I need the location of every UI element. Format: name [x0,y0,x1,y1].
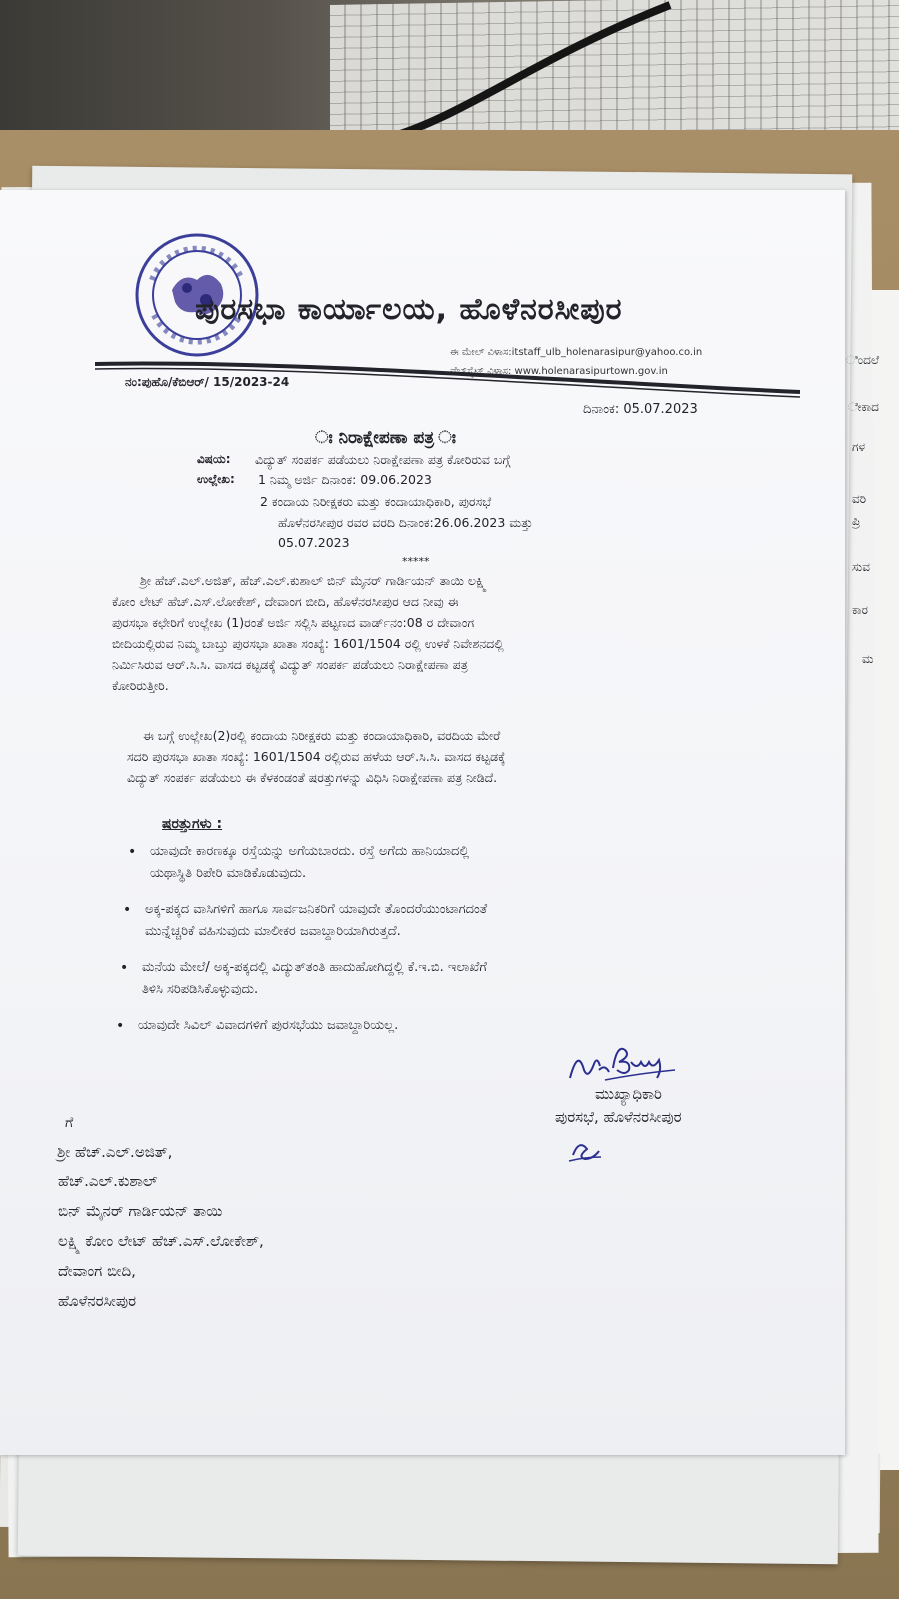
condition-3-cont: ತಿಳಿಸಿ ಸರಿಪಡಿಸಿಕೊಳ್ಳುವುದು. [142,982,259,997]
paragraph-2-line: ಸದರಿ ಪುರಸಭಾ ಖಾತಾ ಸಂಖ್ಯೆ: 1601/1504 ರಲ್ಲಿರುವ ಹಳೆಯ ಆರ್.ಸಿ.ಸಿ. ವಾಸದ ಕಟ್ಟಡಕ್ಕೆ [127,749,506,764]
subject-text: ವಿದ್ಯುತ್ ಸಂಪರ್ಕ ಪಡೆಯಲು ನಿರಾಕ್ಷೇಪಣಾ ಪತ್ರ ಕೋರಿರುವ ಬಗ್ಗೆ [255,452,511,467]
signatory-office: ಪುರಸಭೆ, ಹೊಳೆನರಸೀಪುರ [555,1108,682,1126]
edge-text: ಕಾರ [852,603,868,617]
paragraph-1-line: ಶ್ರೀ ಹೆಚ್.ಎಲ್.ಅಜಿತ್, ಹೆಚ್.ಎಲ್.ಕುಶಾಲ್ ಬಿನ್ ಮೈನರ್ ಗಾರ್ಡಿಯನ್ ತಾಯಿ ಲಕ್ಷ್ಮಿ [140,573,487,588]
edge-text: ಿಂದಲೆ [846,353,880,367]
paragraph-1-line: ನಿರ್ಮಿಸಿರುವ ಆರ್.ಸಿ.ಸಿ. ವಾಸದ ಕಟ್ಟಡಕ್ಕೆ ವಿದ್ಯುತ್ ಸಂಪರ್ಕ ಪಡೆಯಲು ನಿರಾಕ್ಷೇಪಣಾ ಪತ್ರ [112,657,468,672]
to-label: ಗೆ [65,1115,74,1131]
paragraph-1-line: ಪುರಸಭಾ ಕಛೇರಿಗೆ ಉಲ್ಲೇಖ (1)ರಂತೆ ಅರ್ಜಿ ಸಲ್ಲಿಸಿ ಪಟ್ಟಣದ ವಾರ್ಡ್‌ನಂ:08 ರ ದೇವಾಂಗ [112,615,475,630]
reference-number: ನಂ:ಪುಹೊ/ಕೆಬಿಆರ್/ 15/2023-24 [125,375,290,389]
email-line: ಈ ಮೇಲ್ ವಿಳಾಸ:itstaff_ulb_holenarasipur@yahoo.co.in [450,347,703,358]
condition-2: • ಅಕ್ಕ-ಪಕ್ಕದ ವಾಸಿಗಳಿಗೆ ಹಾಗೂ ಸಾರ್ವಜನಿಕರಿಗೆ ಯಾವುದೇ ತೊಂದರೆಯುಂಟಾಗದಂತೆ [145,902,487,917]
letter-date: ದಿನಾಂಕ: 05.07.2023 [583,402,698,417]
reference-2-line: 2 ಕಂದಾಯ ನಿರೀಕ್ಷಕರು ಮತ್ತು ಕಂದಾಯಾಧಿಕಾರಿ, ಪುರಸಭೆ [260,494,492,509]
initial-mark [565,1135,605,1165]
letter-page [0,190,845,1455]
organization-name: ಪುರಸಭಾ ಕಾರ್ಯಾಲಯ, ಹೊಳೆನರಸೀಪುರ [195,292,623,327]
conditions-heading: ಷರತ್ತುಗಳು : [162,816,223,832]
addressee-line: ಬಿನ್ ಮೈನರ್ ಗಾರ್ಡಿಯನ್ ತಾಯಿ [58,1202,223,1220]
paragraph-2-line: ಈ ಬಗ್ಗೆ ಉಲ್ಲೇಖ(2)ರಲ್ಲಿ ಕಂದಾಯ ನಿರೀಕ್ಷಕರು ಮತ್ತು ಕಂದಾಯಾಧಿಕಾರಿ, ವರದಿಯ ಮೇರೆ [143,728,501,743]
addressee-line: ಲಕ್ಷ್ಮಿ ಕೋಂ ಲೇಟ್ ಹೆಚ್.ಎಸ್.ಲೋಕೇಶ್, [58,1232,264,1250]
condition-1-cont: ಯಥಾಸ್ಥಿತಿ ರಿಪೇರಿ ಮಾಡಿಕೊಡುವುದು. [150,866,307,881]
reference-label: ಉಲ್ಲೇಖ: [197,472,235,486]
website-line: ವೆಬ್‌ಸೈಟ್ ವಿಳಾಸ: www.holenarasipurtown.gov.in [450,366,668,377]
edge-text: ಸುವ [852,560,870,574]
separator-stars: ***** [402,555,430,568]
paragraph-1-line: ಕೋರಿರುತ್ತೀರಿ. [112,678,169,693]
signatory-role: ಮುಖ್ಯಾಧಿಕಾರಿ [595,1085,662,1103]
addressee-line: ದೇವಾಂಗ ಬೀದಿ, [58,1262,136,1280]
paragraph-1-line: ಬೀದಿಯಲ್ಲಿರುವ ನಿಮ್ಮ ಬಾಬ್ತು ಪುರಸಭಾ ಖಾತಾ ಸಂಖ್ಯೆ: 1601/1504 ರಲ್ಲಿ ಉಳಕೆ ನಿವೇಶನದಲ್ಲಿ [112,636,504,651]
condition-1: • ಯಾವುದೇ ಕಾರಣಕ್ಕೂ ರಸ್ತೆಯನ್ನು ಅಗೆಯಬಾರದು. ರಸ್ತೆ ಅಗೆದು ಹಾನಿಯಾದಲ್ಲಿ [150,844,469,859]
condition-2-cont: ಮುನ್ನೆಚ್ಚರಿಕೆ ವಹಿಸುವುದು ಮಾಲೀಕರ ಜವಾಬ್ದಾರಿಯಾಗಿರುತ್ತದೆ. [145,924,401,939]
reference-2-line: 05.07.2023 [278,535,350,550]
reference-1: 1 ನಿಮ್ಮ ಅರ್ಜಿ ದಿನಾಂಕ: 09.06.2023 [258,472,432,487]
background-cable [370,0,690,150]
addressee-line: ಹೊಳೆನರಸೀಪುರ [58,1292,137,1310]
paragraph-2-line: ವಿದ್ಯುತ್ ಸಂಪರ್ಕ ಪಡೆಯಲು ಈ ಕೆಳಕಂಡಂತೆ ಷರತ್ತುಗಳನ್ನು ವಿಧಿಸಿ ನಿರಾಕ್ಷೇಪಣಾ ಪತ್ರ ನೀಡಿದೆ. [127,770,498,785]
addressee-line: ಶ್ರೀ ಹೆಚ್.ಎಲ್.ಅಜಿತ್, [57,1143,173,1161]
condition-4: • ಯಾವುದೇ ಸಿವಿಲ್ ವಿವಾದಗಳಿಗೆ ಪುರಸಭೆಯು ಜವಾಬ್ದಾರಿಯಲ್ಲ. [138,1018,398,1033]
reference-2-line: ಹೊಳೆನರಸೀಪುರ ರವರ ವರದಿ ದಿನಾಂಕ:26.06.2023 ಮತ್ತು [278,515,533,530]
document-title: ಃ ನಿರಾಕ್ಷೇಪಣಾ ಪತ್ರ ಃ [315,428,456,448]
edge-text: ೇಕಾದ [848,400,879,414]
edge-text: ಗಳ [852,440,866,454]
edge-text: ಮ [862,652,874,666]
handwritten-signature [565,1040,680,1085]
subject-label: ವಿಷಯ: [197,452,231,466]
condition-3: • ಮನೆಯ ಮೇಲೆ/ ಅಕ್ಕ-ಪಕ್ಕದಲ್ಲಿ ವಿದ್ಯುತ್‌ತಂತಿ ಹಾದುಹೋಗಿದ್ದಲ್ಲಿ ಕೆ.ಇ.ಬಿ. ಇಲಾಖೆಗೆ [142,960,487,975]
addressee-line: ಹೆಚ್.ಎಲ್.ಕುಶಾಲ್ [58,1172,158,1190]
paragraph-1-line: ಕೋಂ ಲೇಟ್ ಹೆಚ್.ಎಸ್.ಲೋಕೇಶ್, ದೇವಾಂಗ ಬೀದಿ, ಹೊಳೆನರಸೀಪುರ ಆದ ನೀವು ಈ [112,594,459,609]
edge-text: ಪ್ರಿ [852,514,861,528]
edge-text: ವರಿ [852,492,867,506]
